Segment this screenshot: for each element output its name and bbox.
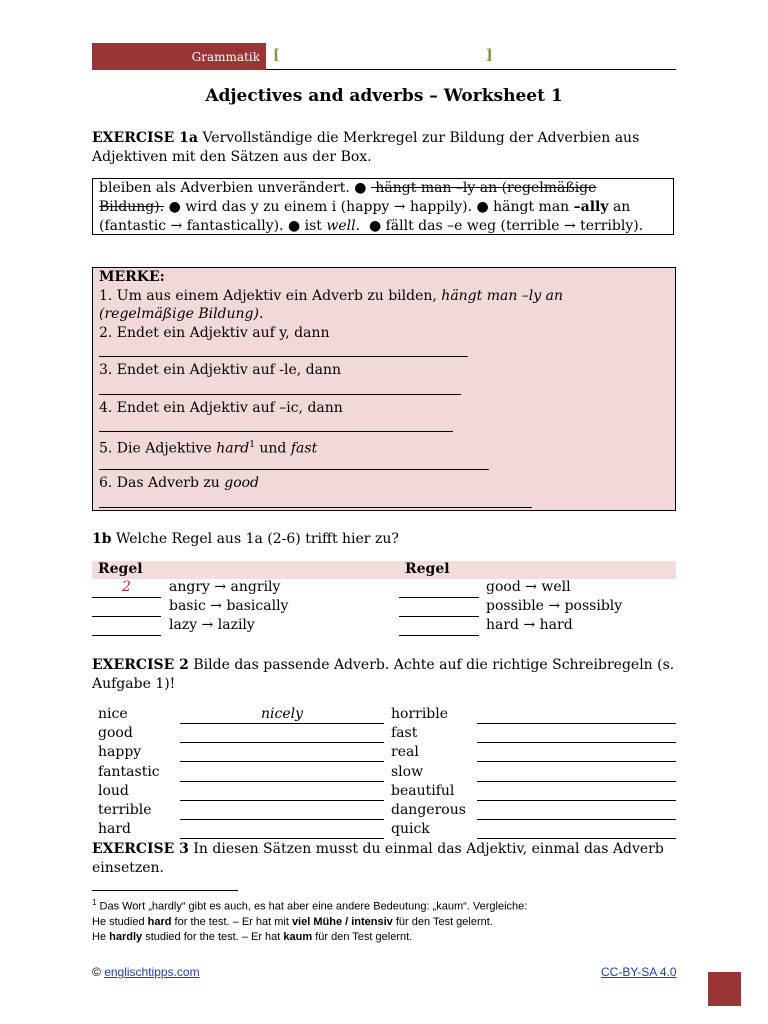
ex2-adjective: good (98, 725, 133, 742)
box-line3a: (fantastic → fantastically). ● ist (99, 218, 327, 234)
regel-example: lazy → lazily (169, 617, 255, 633)
regel-example: possible → possibly (486, 598, 623, 614)
merke-blank-2[interactable] (99, 356, 468, 357)
ex2-answer-field[interactable] (180, 743, 384, 762)
bracket-close: ] (486, 47, 493, 63)
ex2-adjective: dangerous (391, 802, 466, 818)
footnote: $^1$ Das Wort „hardly“ gibt es auch, es hat aber eine andere Bedeutung: „kaum“. Vergleiche: He studied hard for the test. – Er hat mit viel Mühe / intensiv für den Test gelernt. He hardly studied for the test. – Er hat kaum für den Test gelernt. (92, 898, 528, 943)
merke-rule-5: 5. Die Adjektive hard$^1$ und fast (99, 440, 318, 457)
ex2-adjective: quick (391, 821, 430, 838)
ex2-adjective: slow (391, 763, 424, 780)
bracket-open: [ (273, 47, 280, 63)
box-line2a: Bildung). (99, 199, 165, 215)
header-rule (266, 69, 676, 70)
merke-box (92, 267, 676, 511)
regel-answer-line[interactable] (92, 616, 161, 617)
regel-answer-line[interactable] (399, 616, 479, 617)
box-line3b: well (326, 218, 356, 234)
merke-rule-1b: (regelmäßige Bildung). (99, 306, 264, 322)
box-line2c: –ally (573, 199, 609, 215)
regel-example: angry → angrily (169, 579, 281, 595)
ex2-answer-field[interactable] (180, 782, 384, 801)
merke-rule-3: 3. Endet ein Adjektiv auf -le, dann (99, 362, 341, 378)
merke-rule-1: 1. Um aus einem Adjektiv ein Adverb zu bilden, hängt man –ly an (99, 288, 564, 304)
regel-example: good → well (486, 579, 571, 595)
ex2-adjective: fantastic (98, 763, 160, 780)
sentence-box (92, 178, 674, 235)
box-line1b: hängt man –ly an (regelmäßige (375, 180, 597, 196)
regel-example: basic → basically (169, 598, 289, 614)
regel-header-right: Regel (405, 561, 450, 577)
merke-blank-5[interactable] (99, 469, 489, 470)
ex2-answer-field[interactable] (477, 820, 676, 839)
ex2-adjective: fast (391, 725, 418, 742)
merke-rule-2: 2. Endet ein Adjektiv auf y, dann (99, 325, 330, 341)
bullet-icon: ● (354, 180, 367, 196)
ex2-instruction: EXERCISE 2 Bilde das passende Adverb. Achte auf die richtige Schreibregeln (s. Aufgabe 1)! (92, 657, 675, 692)
ex1a-label: EXERCISE 1a (92, 130, 198, 146)
ex2-answer-field[interactable] (477, 705, 676, 724)
ex2-answer-field[interactable] (180, 724, 384, 743)
ex2-answer-field[interactable] (180, 763, 384, 782)
ex2-adjective: horrible (391, 706, 449, 722)
ex2-answer-field[interactable] (477, 724, 676, 743)
page-corner-marker (708, 972, 741, 1006)
regel-answer-line[interactable] (399, 597, 479, 598)
ex2-adjective: terrible (98, 802, 152, 818)
ex1b-instruction: 1b Welche Regel aus 1a (2-6) trifft hier zu? (92, 531, 399, 547)
ex2-answer-field[interactable] (477, 801, 676, 820)
ex1a-instruction (92, 129, 682, 167)
regel-header-left: Regel (98, 561, 143, 577)
footer-copyright: © englischtipps.com (92, 965, 200, 979)
ex2-answer-field[interactable]: nicely (180, 705, 384, 724)
regel-example: hard → hard (486, 617, 573, 633)
footnote-rule (92, 890, 238, 891)
ex2-answer-field[interactable] (477, 743, 676, 762)
ex2-adjective: hard (98, 821, 132, 838)
box-line2b: ● wird das y zu einem i (happy → happily). ● hängt man (168, 199, 574, 215)
regel-answer[interactable]: 2 (122, 579, 131, 595)
ex2-adjective: nice (98, 706, 128, 722)
ex2-answer-field[interactable] (180, 820, 384, 839)
footer-license-link[interactable]: CC-BY-SA 4.0 (601, 965, 677, 979)
regel-answer-line[interactable] (399, 635, 479, 636)
box-line3c: . ● fällt das –e weg (terrible → terribly). (355, 218, 644, 234)
merke-rule-6: 6. Das Adverb zu good (99, 475, 260, 491)
ex3-instruction: EXERCISE 3 In diesen Sätzen musst du einmal das Adjektiv, einmal das Adverb einsetzen. (92, 841, 664, 876)
footer-site-link[interactable]: englischtipps.com (104, 965, 200, 979)
ex2-answer-field[interactable] (477, 763, 676, 782)
merke-blank-4[interactable] (99, 431, 453, 432)
merke-blank-6[interactable] (99, 507, 532, 508)
regel-answer-line[interactable] (92, 597, 161, 598)
regel-header-row (92, 561, 676, 579)
merke-rule-4: 4. Endet ein Adjektiv auf –ic, dann (99, 400, 343, 416)
ex2-adjective: loud (98, 782, 129, 799)
box-line1a: bleiben als Adverbien unverändert. (99, 180, 350, 196)
header-label: Grammatik (191, 50, 260, 64)
ex1a-text: Vervollständige die Merkregel zur Bildung der Adverbien aus Adjektiven mit den Sätzen aus der Box. (92, 130, 640, 165)
ex2-adjective: real (391, 744, 419, 761)
ex2-adjective: happy (98, 744, 142, 761)
merke-title: MERKE: (99, 269, 165, 285)
ex2-answer-field[interactable] (180, 801, 384, 820)
merke-blank-3[interactable] (99, 394, 461, 395)
regel-answer-line[interactable] (92, 635, 161, 636)
box-line2d: an (608, 199, 631, 215)
page-title: Adjectives and adverbs – Worksheet 1 (205, 86, 563, 106)
ex2-answer-field[interactable] (477, 782, 676, 801)
ex2-adjective: beautiful (391, 782, 455, 799)
